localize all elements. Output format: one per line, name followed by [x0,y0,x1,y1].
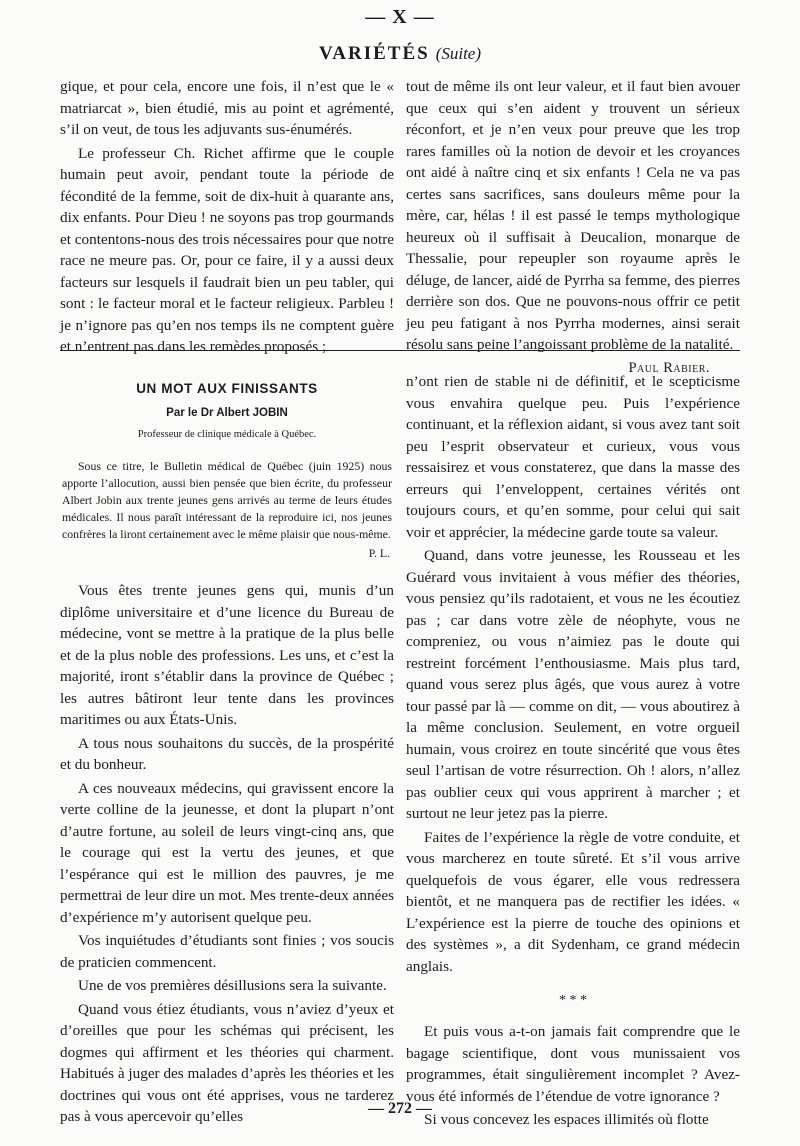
paragraph: Vous êtes trente jeunes gens qui, munis d’un diplôme universitaire et d’une licence du Bureau de médecine, vont se mettre à la pratique de la plus belle et de la plus noble des professions. Les uns, et c’est la majorité, iront s’établir dans la province de Québec ; les autres bâtiront leur tente dans les provinces maritimes ou aux États-Unis. [60,582,394,728]
editor-introduction: Sous ce titre, le Bulletin médical de Québec (juin 1925) nous apporte l’allocution, aussi bien pensée que bien écrite, du professeur Albert Jobin aux trente jeunes gens arrivés au terme de leurs études médicales. Il nous paraît intéressant de la reproduire ici, nos jeunes confrères la liront certainement avec le même plaisir que nous-même. [62,458,392,541]
section-break-asterisks: * * * [559,993,587,1008]
article-right-column [406,371,740,1131]
section-title: VARIÉTÉS [318,43,430,64]
paragraph: Faites de l’expérience la règle de votre conduite, et vous marcherez en toute sûreté. Et s’il vous arrive quelquefois de vous égarer, elle vous redressera bientôt, et ne manquera pas de rectifier les idées. « L’expérience est la pierre de touche des opinions et des systèmes », a dit Sydenham, ce grand médecin anglais. [406,828,740,975]
paragraph: A ces nouveaux médecins, qui gravissent encore la verte colline de la jeunesse, et dont la plupart n’ont d’autre fortune, au soleil de leurs vingt-cinq ans, que le courage qui est la vertu des jeunes, et que l’espérance qui est le million des pauvres, je me permettrai de leur dire un mot. Mes trente-deux années d’expérience m’y autorisent quelque peu. [60,779,394,926]
paragraph: Le professeur Ch. Richet affirme que le couple humain peut avoir, pendant toute la période de fécondité de la femme, soit de dix-huit à quarante ans, dix enfants. Pour Dieu ! ne soyons pas trop gourmands et contentons-nous des trois nécessaires pour que notre race ne meure pas. Or, pour ce faire, il y a aussi deux facteurs sur lesquels il faudrait bien un peu tabler, qui sont : le facteur moral et le facteur religieux. Parbleu ! je n’ignore pas qu’en nos temps ils ne comptent guère et n’entrent pas dans les remèdes proposés ; [60,144,394,355]
page-number: — 272 — [368,1100,432,1117]
paragraph: gique, et pour cela, encore une fois, il n’est que le « matriarcat », bien étudié, mis au point et agrémenté, s’il on veut, de tous les adjuvants sus-énumérés. [60,78,394,138]
article-title: UN MOT AUX FINISSANTS [136,381,318,396]
paragraph: Quand, dans votre jeunesse, les Rousseau et les Guérard vous invitaient à vous méfier des théories, vous pensiez qu’ils radotaient, et vous ne les écoutiez pas ; car dans votre zèle de néophyte, vous ne compreniez, ou vous n’aimiez pas le doute qui restreint forcément l’enthousiasme. Mais plus tard, quand vous serez plus âgés, que vous aurez à votre tour passé par là — comme on dit, — vous aboutirez à la même conclusion. Seulement, en votre orgueil humain, vous croirez en toute sincérité que vous êtes seul l’artisan de votre résurrection. Oh ! alors, n’allez pas oublier ceux qui vous apprirent à marcher ; et surtout ne leur jetez pas la pierre. [406,547,740,822]
paragraph: Vos inquiétudes d’étudiants sont finies ; vos soucis de praticien commencent. [60,932,394,971]
article-left-column [60,378,394,1128]
section-divider [60,350,740,351]
top-right-column [406,76,740,379]
paragraph: Si vous concevez les espaces illimités où flotte [424,1111,709,1128]
paragraph: Une de vos premières désillusions sera la suivante. [78,977,387,994]
author-signature: Paul Rabier. [628,359,710,376]
section-suite: (Suite) [435,44,482,63]
paragraph: n’ont rien de stable ni de définitif, et le scepticisme vous envahira quelque peu. Puis l’expérience continuant, et la réflexion aidant, si vous avez tant soit peu l’esprit observateur et curieux, vous vous ressaisirez et vous constaterez, que dans la masse des erreurs qui l’enveloppent, certaines vérités ont toujours cours, et qu’en somme, pour celui qui sait voir et apprécier, la médecine garde toute sa valeur. [406,373,740,541]
paragraph: Quand vous étiez étudiants, vous n’aviez d’yeux et d’oreilles que pour les schémas qui précisent, les dogmes qui affirment et les théories qui charment. Habitués à juger des malades d’après les théories et les doctrines qui vous ont été apprises, vous ne tarderez pas à vous apercevoir qu’elles [60,1000,394,1125]
paragraph: tout de même ils ont leur valeur, et il faut bien avouer que ceux qui s’en aident y trouvent un sérieux réconfort, et je n’en veux pour preuve que les trop rares familles où la notion de devoir et les croyances ont aidé à naître cinq et six enfants ! Cela ne va pas certes sans sacrifices, sans douleurs même pour la mère, car, hélas ! il est passé le temps mythologique heureux où il suffisait à Deucalion, monarque de Thessalie, pour repeupler son royaume après le déluge, de lancer, aidé de Pyrrha sa femme, des pierres derrière son dos. Que ne pouvons-nous offrir ce petit jeu peu fatigant à nos Pyrrha modernes, ainsi serait résolu sans peine l’angoissant problème de la natalité. [406,78,740,353]
section-heading [0,44,800,64]
article-affiliation: Professeur de clinique médicale à Québec. [137,429,317,440]
article-author: Par le Dr Albert JOBIN [166,406,288,419]
editor-signature: P. L. [368,545,390,560]
paragraph: Et puis vous a-t-on jamais fait comprendre que le bagage scientifique, dont vous munissaient vos programmes, était singulièrement incomplet ? Avez-vous été informés de l’étendue de votre ignorance ? [406,1023,740,1105]
paragraph: A tous nous souhaitons du succès, de la prospérité et du bonheur. [60,734,394,773]
top-left-column [60,76,394,358]
page-roman-numeral: — X — [365,6,435,28]
